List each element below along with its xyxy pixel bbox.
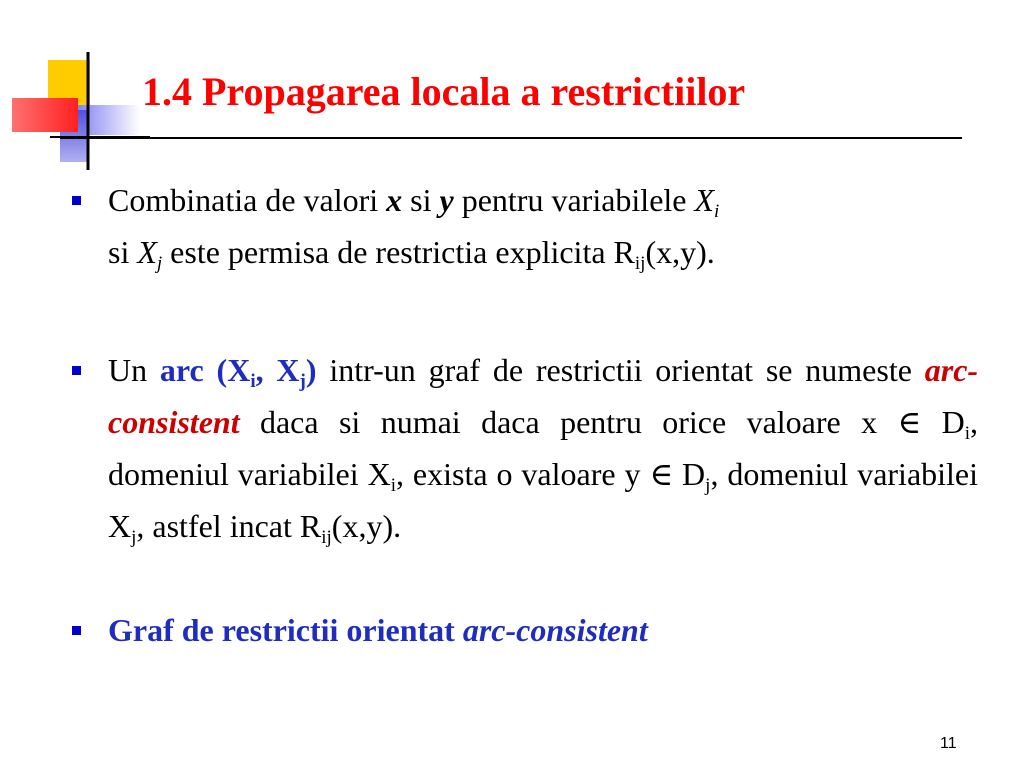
bullet-item-1: Combinatia de valori x si y pentru variabilele $X_i$ si $X_j$ este permisa de restrictia explicita $R_{ij}(x,y)$.: [108, 182, 720, 274]
arc-term: arc ($X_i$, $X_j$): [159, 352, 317, 392]
slide-title: 1.4 Propagarea locala a restrictiilor: [142, 69, 746, 114]
bullet-item-3: Graf de restrictii orientat arc-consistent: [108, 612, 648, 648]
arc-consistent-term: arc-consistent: [108, 352, 979, 440]
bullet-marker: [72, 366, 81, 375]
bullet-item-2: Un arc ($X_i$, $X_j$) intr-un graf de restrictii orientat se numeste arc-consistent daca si numai daca pentru orice valoare x ∈ $D_i$, domeniul variabilei $X_i$, exista o valoare y ∈ $D_j$, domeniul variabilei $X_j$, astfel incat $R_{ij}(x,y)$.: [108, 352, 979, 548]
bullet-marker: [72, 196, 81, 205]
bullet-marker: [72, 626, 81, 635]
page-number: 11: [940, 735, 957, 752]
